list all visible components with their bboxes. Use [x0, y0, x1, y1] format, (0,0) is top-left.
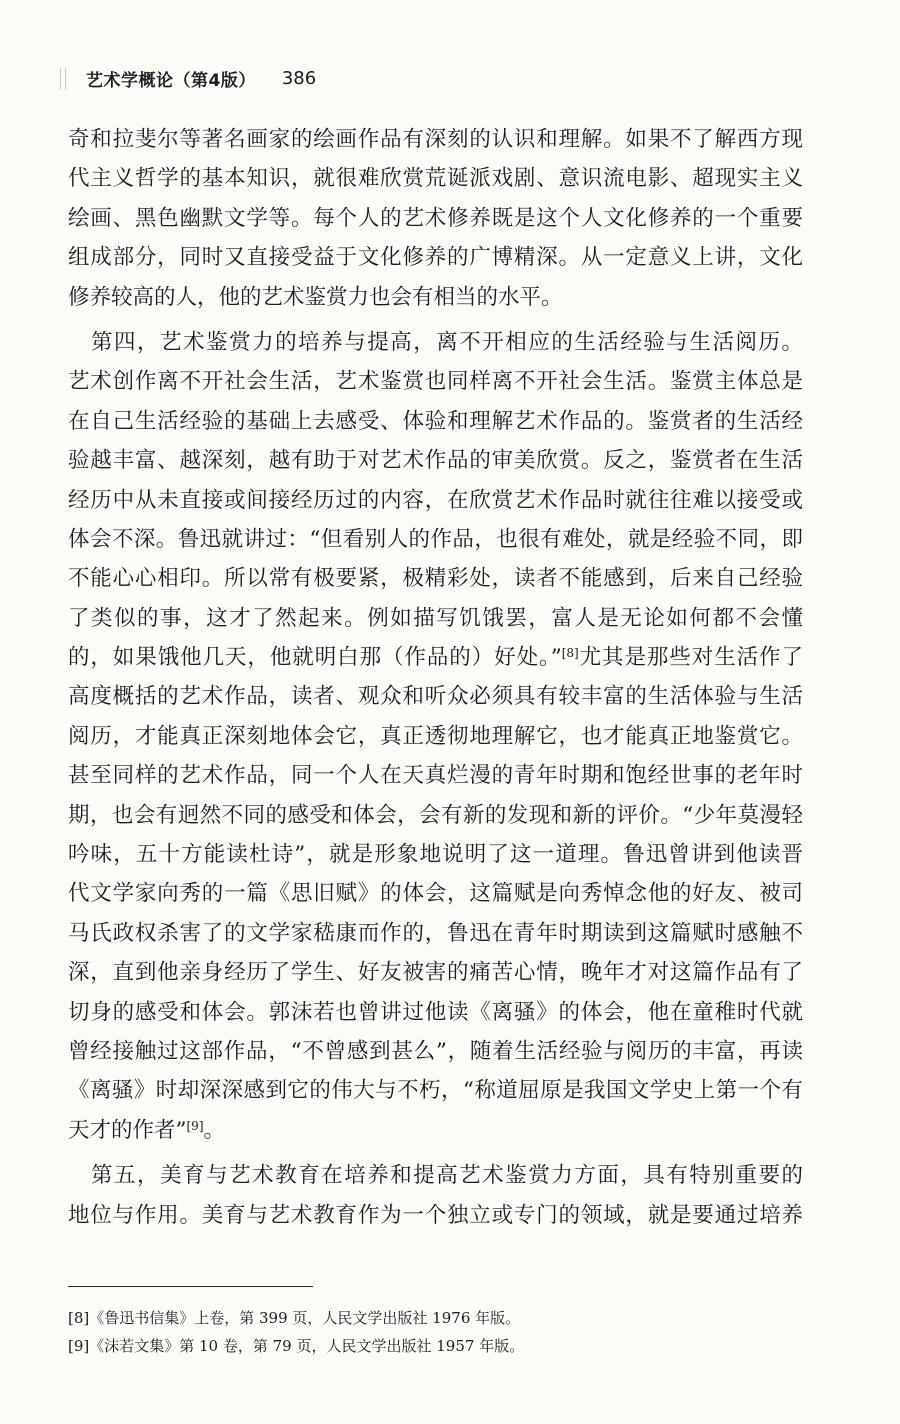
- text-line: 甚至同样的艺术作品，同一个人在天真烂漫的青年时期和饱经世事的老年时: [68, 763, 803, 789]
- book-title: 艺术学概论（第4版）: [86, 71, 256, 91]
- text-line: 代文学家向秀的一篇《思旧赋》的体会，这篇赋是向秀悼念他的好友、被司: [68, 881, 803, 907]
- text-line: 切身的感受和体会。郭沫若也曾讲过他读《离骚》的体会，他在童稚时代就: [68, 999, 803, 1025]
- text-line: 曾经接触过这部作品，“不曾感到甚么”，随着生活经验与阅历的丰富，再读: [68, 1038, 803, 1064]
- text-line: 吟味，五十方能读杜诗”，就是形象地说明了这一道理。鲁迅曾讲到他读晋: [68, 842, 803, 868]
- text-line: 艺术创作离不开社会生活，艺术鉴赏也同样离不开社会生活。鉴赏主体总是: [68, 369, 803, 395]
- footnote-9: [9]《沫若文集》第 10 卷，第 79 页，人民文学出版社 1957 年版。: [68, 1337, 525, 1355]
- text-line: 深，直到他亲身经历了学生、好友被害的痛苦心情，晚年才对这篇作品有了: [68, 960, 803, 986]
- text-segment: 的，如果饿他几天，他就明白那（作品的）好处。”: [68, 645, 562, 671]
- footnote-8: [8]《鲁迅书信集》上卷，第 399 页，人民文学出版社 1976 年版。: [68, 1309, 521, 1327]
- text-segment: 尤其是那些对生活作了: [578, 645, 803, 671]
- text-line: 阅历，才能真正深刻地体会它，真正透彻地理解它，也才能真正地鉴赏它。: [68, 723, 803, 749]
- paragraph-start-line: 第四，艺术鉴赏力的培养与提高，离不开相应的生活经验与生活阅历。: [68, 329, 803, 355]
- text-line: 经历中从未直接或间接经历过的内容，在欣赏艺术作品时就往往难以接受或: [68, 487, 803, 513]
- text-line: 修养较高的人，他的艺术鉴赏力也会有相当的水平。: [68, 284, 563, 310]
- text-line: 代主义哲学的基本知识，就很难欣赏荒诞派戏剧、意识流电影、超现实主义: [68, 166, 803, 192]
- text-line: 组成部分，同时又直接受益于文化修养的广博精深。从一定意义上讲，文化: [68, 245, 803, 271]
- text-segment: 。: [203, 1117, 226, 1143]
- text-segment: 天才的作者”: [68, 1117, 187, 1143]
- text-line: 验越丰富、越深刻，越有助于对艺术作品的审美欣赏。反之，鉴赏者在生活: [68, 448, 803, 474]
- footnote-ref-8[interactable]: [8]: [561, 646, 579, 661]
- text-line: 了类似的事，这才了然起来。例如描写饥饿罢，富人是无论如何都不会懂: [68, 605, 803, 631]
- paragraph-start-line: 第五，美育与艺术教育在培养和提高艺术鉴赏力方面，具有特别重要的: [68, 1163, 803, 1189]
- footnote-ref-9[interactable]: [9]: [186, 1118, 204, 1133]
- header-mark: [60, 68, 66, 90]
- text-line: 马氏政权杀害了的文学家嵇康而作的，鲁迅在青年时期读到这篇赋时感触不: [68, 920, 803, 946]
- text-line: 不能心心相印。所以常有极要紧，极精彩处，读者不能感到，后来自己经验: [68, 566, 803, 592]
- text-line: 在自己生活经验的基础上去感受、体验和理解艺术作品的。鉴赏者的生活经: [68, 408, 803, 434]
- running-header: [60, 66, 316, 91]
- body-text: [68, 120, 803, 1235]
- text-line: 体会不深。鲁迅就讲过：“但看别人的作品，也很有难处，就是经验不同，即: [68, 526, 803, 552]
- text-line: 期，也会有迥然不同的感受和体会，会有新的发现和新的评价。“少年莫漫轻: [68, 802, 803, 828]
- text-line: 地位与作用。美育与艺术教育作为一个独立或专门的领域，就是要通过培养: [68, 1202, 803, 1228]
- text-line-with-footnote: [68, 1111, 803, 1150]
- text-line: 高度概括的艺术作品，读者、观众和听众必须具有较丰富的生活体验与生活: [68, 684, 803, 710]
- footnotes: [68, 1304, 524, 1360]
- text-line: 绘画、黑色幽默文学等。每个人的艺术修养既是这个人文化修养的一个重要: [68, 205, 803, 231]
- text-line-with-footnote: [68, 638, 803, 677]
- footnote-divider: [68, 1286, 313, 1287]
- text-line: 奇和拉斐尔等著名画家的绘画作品有深刻的认识和理解。如果不了解西方现: [68, 127, 803, 152]
- page-number: 386: [281, 68, 317, 89]
- text-line: 《离骚》时却深深感到它的伟大与不朽，“称道屈原是我国文学史上第一个有: [68, 1078, 803, 1104]
